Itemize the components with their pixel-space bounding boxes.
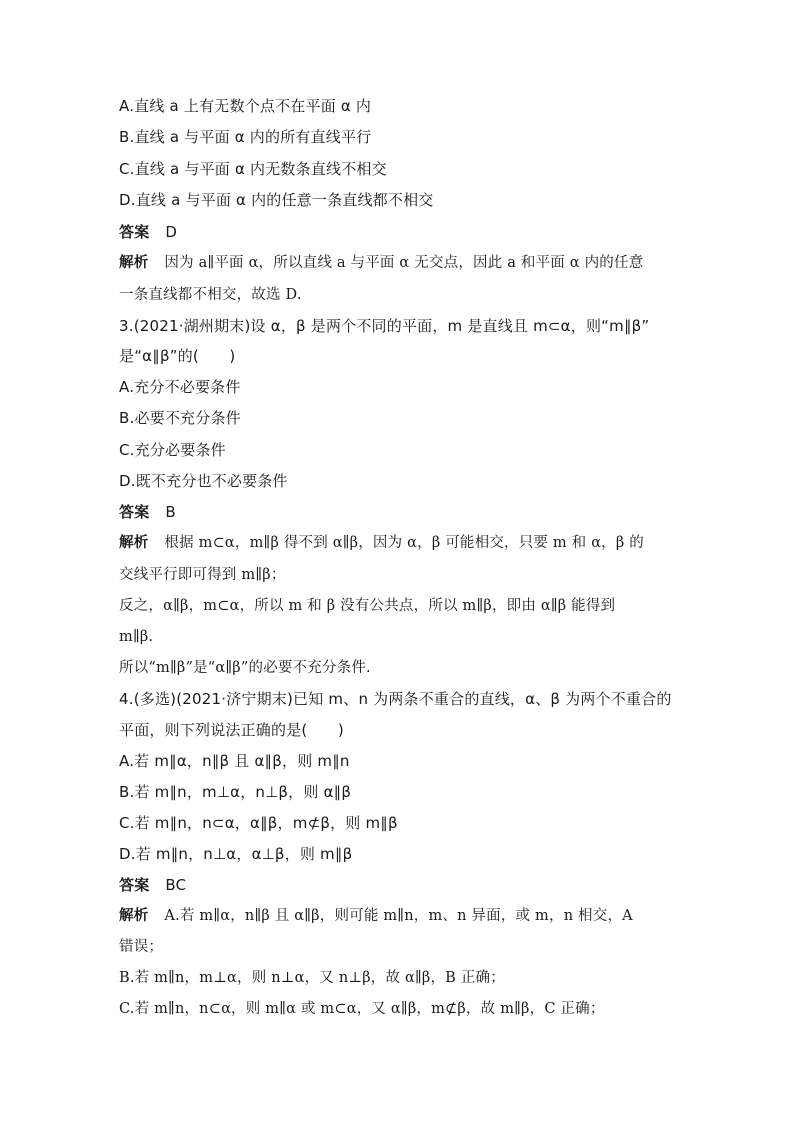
q4-analysis-text-1: A.若 m∥α，n∥β 且 α∥β，则可能 m∥n，m、n 异面，或 m，n 相交，A <box>164 908 633 924</box>
q3-analysis-text-1: 根据 m⊂α，m∥β 得不到 α∥β，因为 α，β 可能相交，只要 m 和 α，β 的 <box>164 535 644 551</box>
q4-answer-value: BC <box>165 876 187 894</box>
q2-analysis-line-2: 一条直线都不相交，故选 D. <box>119 287 302 303</box>
q3-option-c: C.充分必要条件 <box>119 441 226 459</box>
q2-answer-value: D <box>165 223 178 241</box>
q4-answer-label: 答案 <box>119 876 150 894</box>
q2-option-a: A.直线 a 上有无数个点不在平面 α 内 <box>119 97 372 115</box>
q4-analysis-label: 解析 <box>119 907 149 924</box>
q3-analysis-label: 解析 <box>119 534 149 551</box>
q3-analysis-line-2: 交线平行即可得到 m∥β； <box>119 567 286 583</box>
q4-stem-line-1: 4.(多选)(2021·济宁期末)已知 m、n 为两条不重合的直线，α、β 为两个不重合的 <box>119 690 672 708</box>
q4-stem-line-2: 平面，则下列说法正确的是( ) <box>119 721 344 739</box>
q3-answer-row <box>119 502 679 522</box>
q3-analysis-line-1 <box>119 533 679 553</box>
q4-option-d: D.若 m∥n，n⊥α，α⊥β，则 m∥β <box>119 845 353 863</box>
q2-option-b: B.直线 a 与平面 α 内的所有直线平行 <box>119 128 372 146</box>
q3-analysis-line-3: 反之，α∥β，m⊂α，所以 m 和 β 没有公共点，所以 m∥β，即由 α∥β 能得到 <box>119 598 616 614</box>
q3-option-a: A.充分不必要条件 <box>119 378 241 396</box>
q2-option-c: C.直线 a 与平面 α 内无数条直线不相交 <box>119 160 387 178</box>
q2-answer-row <box>119 222 679 242</box>
q4-option-b: B.若 m∥n，m⊥α，n⊥β，则 α∥β <box>119 783 352 801</box>
q3-answer-label: 答案 <box>119 503 150 521</box>
q4-analysis-line-2: 错误； <box>119 939 164 955</box>
q2-option-d: D.直线 a 与平面 α 内的任意一条直线都不相交 <box>119 191 434 209</box>
q3-analysis-line-5: 所以“m∥β”是“α∥β”的必要不充分条件. <box>119 660 371 676</box>
q3-option-b: B.必要不充分条件 <box>119 409 241 427</box>
q4-option-a: A.若 m∥α，n∥β 且 α∥β，则 m∥n <box>119 752 350 770</box>
q2-answer-label: 答案 <box>119 223 150 241</box>
q3-stem-line-2: 是“α∥β”的( ) <box>119 347 236 365</box>
q4-option-c: C.若 m∥n，n⊂α，α∥β，m⊄β，则 m∥β <box>119 814 398 832</box>
q4-analysis-line-1 <box>119 906 679 926</box>
q3-stem-line-1: 3.(2021·湖州期末)设 α，β 是两个不同的平面，m 是直线且 m⊂α，则“m∥β” <box>119 317 650 335</box>
q3-answer-value: B <box>165 503 176 521</box>
q4-answer-row <box>119 875 679 895</box>
q2-analysis-line-1 <box>119 253 679 273</box>
q2-analysis-text-1: 因为 a∥平面 α，所以直线 a 与平面 α 无交点，因此 a 和平面 α 内的任意 <box>164 255 644 271</box>
q4-analysis-line-4: C.若 m∥n，n⊂α，则 m∥α 或 m⊂α，又 α∥β，m⊄β，故 m∥β，C 正确； <box>119 1001 605 1017</box>
q3-analysis-line-4: m∥β. <box>119 629 154 645</box>
q3-option-d: D.既不充分也不必要条件 <box>119 472 288 490</box>
q2-analysis-label: 解析 <box>119 254 149 271</box>
q4-analysis-line-3: B.若 m∥n，m⊥α，则 n⊥α，又 n⊥β，故 α∥β，B 正确； <box>119 970 505 986</box>
